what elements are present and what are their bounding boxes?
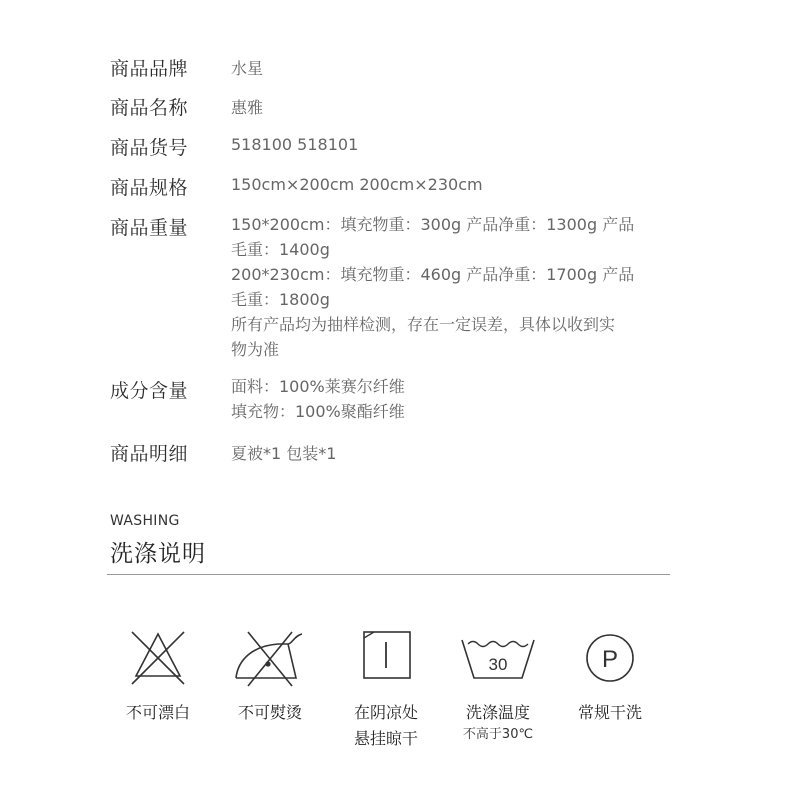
item-no-label: 商品货号 — [110, 137, 189, 159]
no-bleach-icon — [128, 626, 188, 688]
name-label: 商品名称 — [110, 97, 189, 119]
contents-value: 夏被*1 包装*1 — [231, 444, 337, 463]
washing-title-cn: 洗涤说明 — [110, 541, 206, 567]
weight-line: 200*230cm：填充物重：460g 产品净重：1700g 产品 — [231, 265, 635, 284]
weight-line: 毛重：1400g — [231, 240, 330, 259]
name-value: 惠雅 — [231, 98, 264, 117]
care-label — [331, 700, 441, 752]
care-item-dry-clean — [555, 626, 665, 726]
section-divider — [107, 574, 670, 575]
weight-line: 物为准 — [231, 340, 280, 359]
temperature-number: 30 — [488, 655, 508, 674]
no-iron-icon — [230, 626, 310, 688]
weight-line: 毛重：1800g — [231, 290, 330, 309]
care-label: 不可熨烫 — [237, 703, 302, 722]
size-value: 150cm×200cm 200cm×230cm — [231, 175, 483, 194]
care-label: 常规干洗 — [577, 703, 642, 722]
composition-value — [231, 374, 405, 424]
washing-title-en: WASHING — [110, 513, 180, 529]
care-label-line: 在阴凉处 — [353, 703, 418, 722]
weight-label: 商品重量 — [110, 217, 189, 239]
wash-temperature-icon — [458, 626, 538, 688]
care-label: 不可漂白 — [125, 703, 190, 722]
care-label: 洗涤温度 — [465, 703, 530, 722]
composition-label: 成分含量 — [110, 380, 189, 402]
brand-label: 商品品牌 — [110, 58, 189, 80]
dry-clean-icon — [580, 626, 640, 688]
brand-value: 水星 — [231, 59, 264, 78]
care-sublabel: 不高于30℃ — [462, 727, 534, 742]
care-item-no-bleach — [103, 626, 213, 726]
dry-clean-letter: P — [601, 646, 619, 673]
composition-line: 面料：100%莱赛尔纤维 — [231, 377, 405, 396]
weight-line: 150*200cm：填充物重：300g 产品净重：1300g 产品 — [231, 215, 635, 234]
size-label: 商品规格 — [110, 177, 189, 199]
weight-value — [231, 212, 634, 362]
care-item-shade-dry — [331, 626, 441, 752]
care-item-no-iron — [215, 626, 325, 726]
composition-line: 填充物：100%聚酯纤维 — [231, 402, 405, 421]
weight-line: 所有产品均为抽样检测，存在一定误差，具体以收到实 — [231, 315, 616, 334]
care-label-line: 悬挂晾干 — [353, 729, 418, 748]
contents-label: 商品明细 — [110, 443, 189, 465]
shade-dry-icon — [356, 626, 416, 688]
item-no-value: 518100 518101 — [231, 135, 359, 154]
care-item-wash-temperature — [443, 626, 553, 744]
